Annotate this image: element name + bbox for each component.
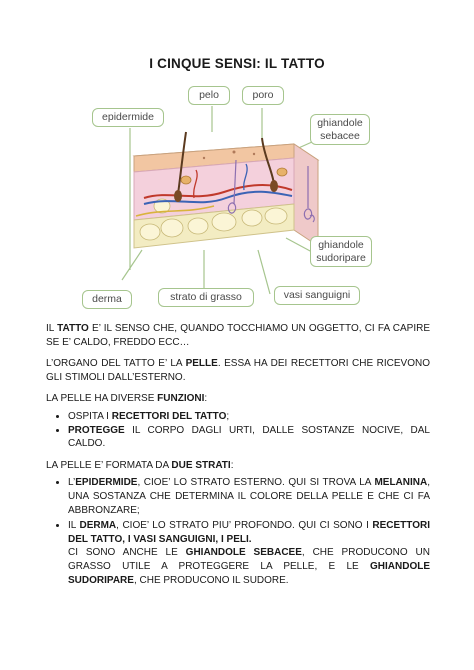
label-ghiandole-sebacee-line2: sebacee (320, 129, 360, 142)
l2-1-c: , CIOE’ LO STRATO PIU’ PROFONDO. QUI CI SONO I (116, 520, 373, 532)
label-strato-di-grasso-text: strato di grasso (170, 291, 242, 303)
p2-c: . ESSA HA DEI RECETTORI CHE RICEVONO GLI STIMOLI DALL’ESTERNO. (46, 358, 431, 383)
label-vasi-sanguigni (274, 286, 360, 305)
l2-0-c: , CIOE’ LO STRATO ESTERNO. QUI SI TROVA LA (137, 477, 375, 489)
label-ghiandole-sebacee-line1: ghiandole (317, 117, 363, 129)
label-ghiandole-sudoripare (310, 236, 372, 267)
skin-diagram (74, 80, 374, 312)
body-text (46, 322, 430, 595)
l2-1-bold4: GHIANDOLE SUDORIPARE (68, 560, 430, 586)
label-ghiandole-sebacee (310, 114, 370, 145)
paragraph-tatto (46, 322, 430, 349)
label-poro-text: poro (252, 89, 274, 101)
label-poro (242, 86, 284, 105)
label-vasi-sanguigni-text: vasi sanguigni (283, 289, 351, 301)
p1-c: E’ IL SENSO CHE, QUANDO TOCCHIAMO UN OGGETTO, CI FA CAPIRE SE E’ CALDO, FREDDO ECC… (46, 323, 430, 348)
paragraph-funzioni (46, 392, 430, 406)
functions-list (46, 410, 430, 451)
p1-bold: TATTO (57, 323, 89, 334)
l1-1-bold: PROTEGGE (68, 424, 125, 436)
p4-c: : (230, 459, 234, 471)
l2-1-g: , CHE PRODUCONO IL SUDORE. (133, 574, 289, 586)
l2-0-d: , UNA SOSTANZA CHE DETERMINA IL COLORE DELLA PELLE E CHE CI FA ABBRONZARE; (68, 477, 430, 516)
p2-a: L’ORGANO DEL TATTO E’ LA (46, 358, 186, 370)
label-strato-di-grasso (158, 288, 254, 307)
label-pelo-text: pelo (199, 89, 219, 101)
l1-0-bold: RECETTORI DEL TATTO (111, 410, 227, 422)
l2-1-bold1: DERMA (79, 520, 117, 532)
label-derma (82, 290, 132, 309)
p3-bold: FUNZIONI (157, 393, 205, 405)
p3-a: LA PELLE HA DIVERSE (46, 393, 158, 405)
l2-1-f: , CHE PRODUCONO UN GRASSO UTILE A PROTEGGERE LA PELLE, E LE (68, 547, 430, 572)
label-pelo (188, 86, 230, 105)
p1-a: IL (46, 323, 58, 334)
list-item (68, 476, 430, 517)
l2-1-a: IL (68, 520, 80, 532)
l2-0-a: L’ (68, 477, 76, 489)
layers-list (46, 476, 430, 587)
label-ghiandole-sudoripare-line2: sudoripare (316, 251, 366, 264)
l2-0-bold2: MELANINA (374, 477, 428, 489)
l2-1-bold3: GHIANDOLE SEBACEE (185, 547, 302, 559)
l2-1-e: CI SONO ANCHE LE (68, 547, 186, 559)
l1-1-c: IL CORPO DAGLI URTI, DALLE SOSTANZE NOCIVE, DAL CALDO. (68, 424, 430, 450)
p4-bold: DUE STRATI (171, 459, 231, 471)
list-item (68, 424, 430, 451)
page-title: I CINQUE SENSI: IL TATTO (149, 56, 325, 71)
label-epidermide-text: epidermide (102, 111, 154, 123)
list-item (68, 410, 430, 424)
paragraph-strati (46, 459, 430, 473)
p3-c: : (204, 393, 208, 405)
p2-bold: PELLE (185, 358, 218, 370)
l1-0-a: OSPITA I (68, 410, 112, 422)
paragraph-organo (46, 357, 430, 384)
l2-1-bold2: RECETTORI DEL TATTO, I VASI SANGUIGNI, I PELI. (68, 520, 430, 545)
label-ghiandole-sudoripare-line1: ghiandole (318, 239, 364, 251)
label-epidermide (92, 108, 164, 127)
list-item (68, 519, 430, 587)
label-derma-text: derma (92, 293, 122, 305)
l2-0-bold1: EPIDERMIDE (75, 477, 138, 489)
l1-0-c: ; (226, 410, 230, 422)
p4-a: LA PELLE E’ FORMATA DA (46, 459, 172, 471)
